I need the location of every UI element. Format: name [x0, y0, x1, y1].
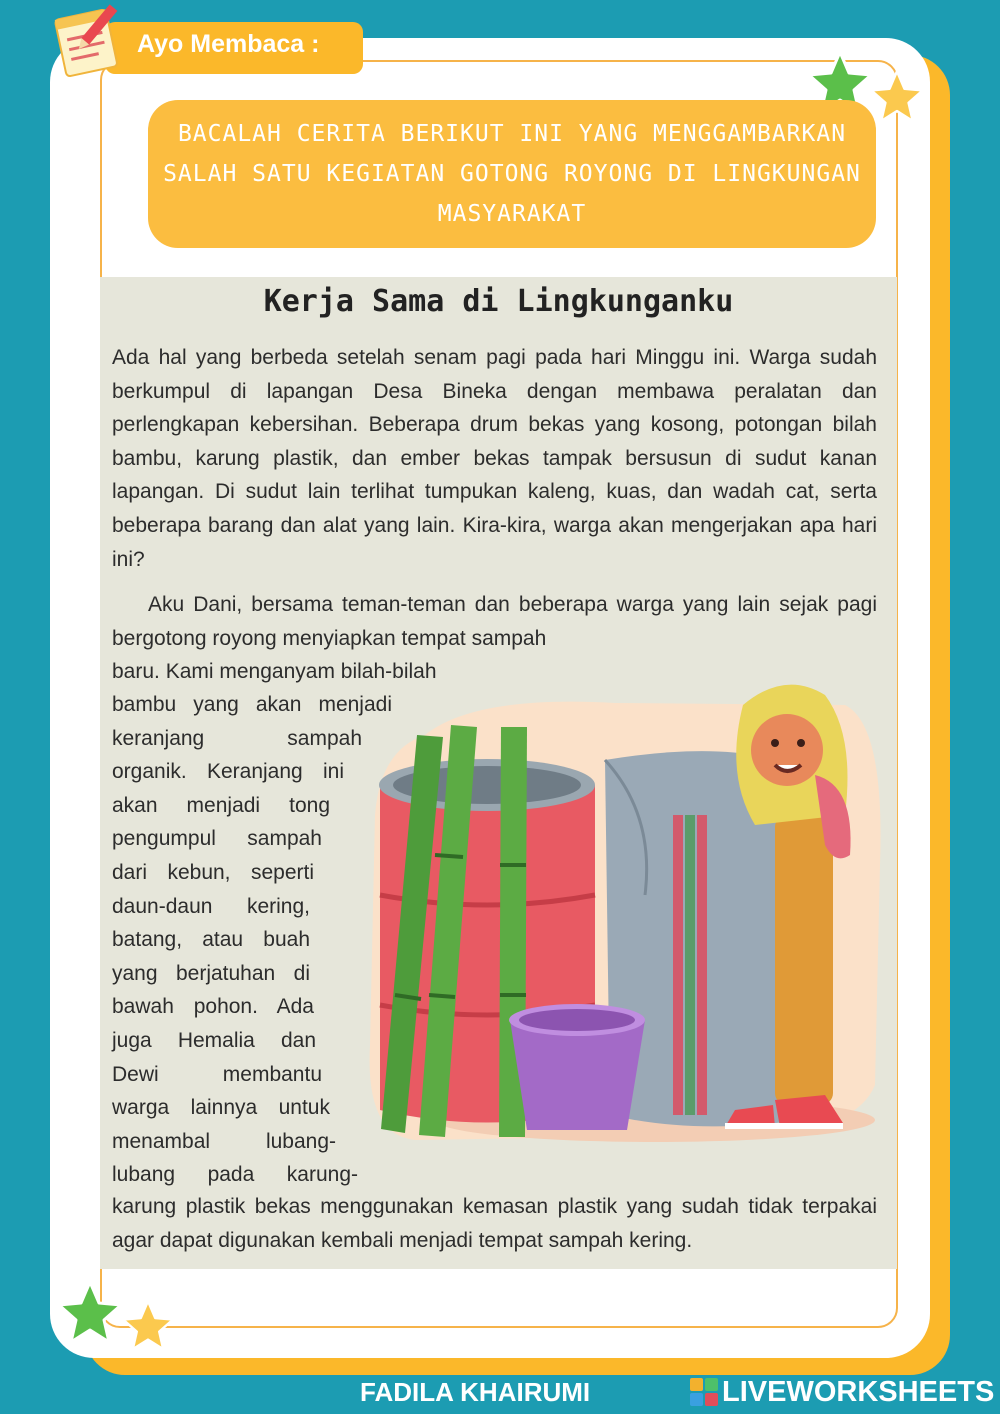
- instruction-box: [148, 100, 876, 248]
- story-title: Kerja Sama di Lingkunganku: [263, 284, 734, 319]
- wrapped-line: yang berjatuhan di: [112, 961, 310, 985]
- section-tab-label: Ayo Membaca :: [137, 30, 320, 58]
- wrapped-line: bawah pohon. Ada: [112, 995, 314, 1019]
- wrapped-line: lubang pada karung-: [112, 1163, 358, 1187]
- wrapped-line: akan menjadi tong: [112, 793, 330, 817]
- story-paragraph-2-end: karung plastik bekas menggunakan kemasan plastik yang sudah tidak terpakai agar dapat digunakan kembali menjadi tempat sampah kering.: [112, 1195, 877, 1252]
- wrapped-line: Dewi membantu: [112, 1062, 322, 1086]
- notepad-icon: [46, 2, 126, 82]
- wrapped-line: keranjang sampah: [112, 726, 362, 750]
- yellow-star-icon: [868, 68, 926, 126]
- story-wrapped-column: [112, 688, 392, 1192]
- wrapped-line: dari kebun, seperti: [112, 860, 314, 884]
- wrapped-line: organik. Keranjang ini: [112, 760, 344, 784]
- story-paragraph-2-line: baru. Kami menganyam bilah-bilah: [112, 660, 437, 683]
- green-star-icon: [55, 1278, 125, 1348]
- liveworksheets-logo: [690, 1374, 994, 1410]
- wrapped-line: juga Hemalia dan: [112, 1028, 316, 1052]
- wrapped-line: pengumpul sampah: [112, 827, 322, 851]
- purple-bucket: [509, 1004, 645, 1130]
- yellow-star-icon: [120, 1298, 176, 1354]
- brand-text: LIVEWORKSHEETS: [722, 1376, 995, 1408]
- wrapped-line: bambu yang akan menjadi: [112, 693, 392, 716]
- gotong-royong-illustration: [355, 665, 890, 1165]
- wrapped-line: daun-daun kering,: [112, 894, 310, 918]
- author-name: FADILA KHAIRUMI: [360, 1377, 591, 1407]
- wrapped-line: warga lainnya untuk: [112, 1096, 330, 1120]
- logo-grid-icon: [690, 1378, 718, 1406]
- story-paragraph-1: Ada hal yang berbeda setelah senam pagi pada hari Minggu ini. Warga sudah berkumpul di lapangan Desa Bineka dengan membawa peralatan dan perlengkapan kebersihan. Beberapa drum bekas yang kosong, potongan bilah bambu, karung plastik, dan ember bekas tampak bersusun di sudut kanan lapangan. Di sudut lain terlihat tumpukan kaleng, kuas, dan wadah cat, serta beberapa barang dan alat yang lain. Kira-kira, warga akan mengerjakan apa hari ini?: [112, 346, 877, 571]
- wrapped-line: batang, atau buah: [112, 928, 310, 952]
- wrapped-line: menambal lubang-: [112, 1129, 336, 1153]
- instruction-text: BACALAH CERITA BERIKUT INI YANG MENGGAMBARKAN SALAH SATU KEGIATAN GOTONG ROYONG DI LINGKUNGAN MASYARAKAT: [163, 121, 861, 227]
- story-paragraph-2: Aku Dani, bersama teman-teman dan beberapa warga yang lain sejak pagi bergotong royong menyiapkan tempat sampah: [112, 593, 877, 650]
